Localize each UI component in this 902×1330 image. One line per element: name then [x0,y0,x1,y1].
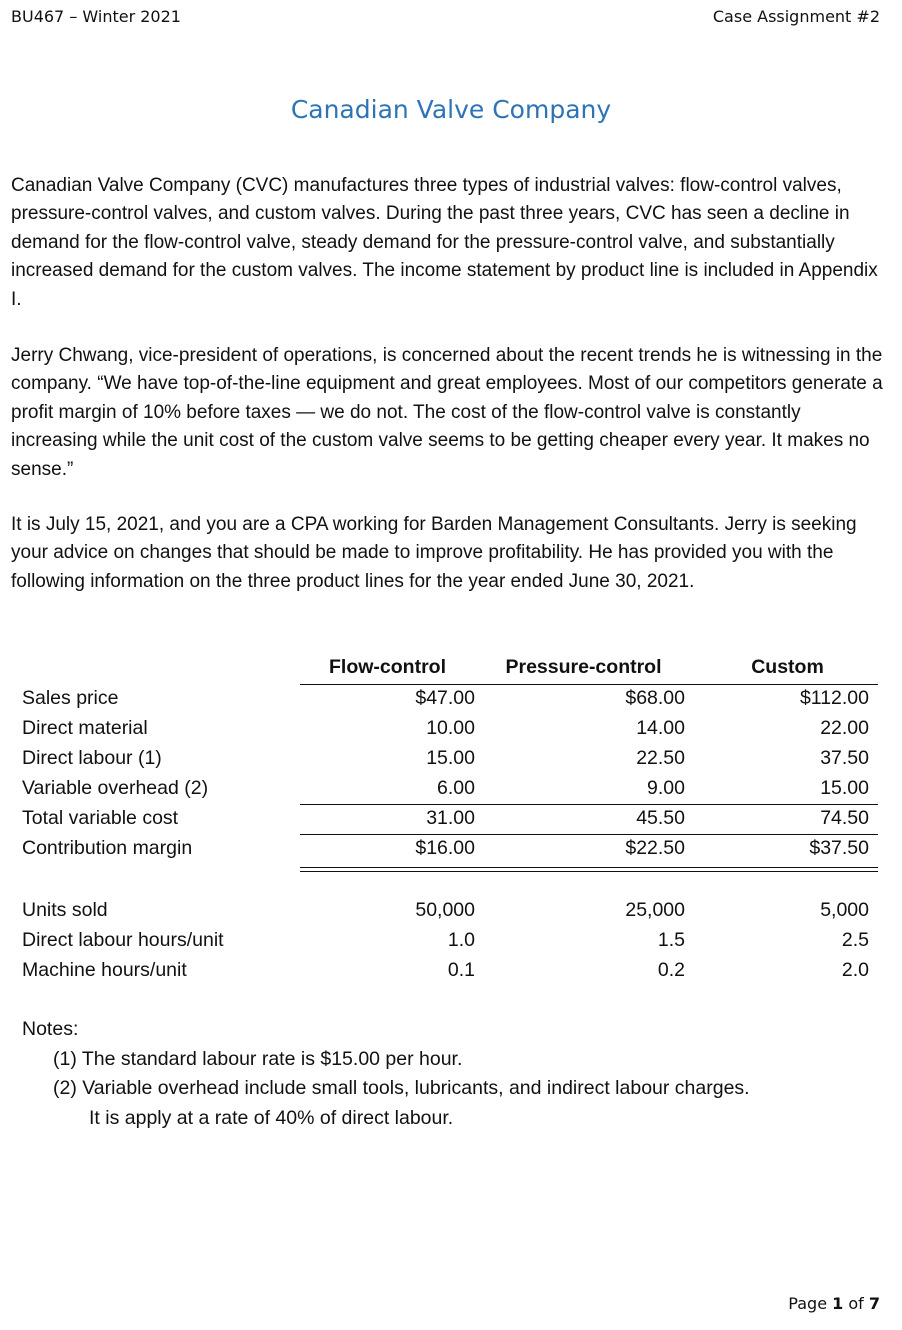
row-label: Machine hours/unit [22,959,187,981]
row-label: Total variable cost [22,807,179,829]
table-row [0,714,902,744]
note-2: (2) Variable overhead include small tools, lubricants, and indirect labour charges. [53,1077,750,1099]
cell-pressure-control: 25,000 [625,899,685,921]
paragraph-quote: Jerry Chwang, vice-president of operations, is concerned about the recent trends he is witnessing in the company. “We have top-of-the-line equipment and great employees. Most of our competitors generate a profit margin of 10% before taxes — we do not. The cost of the flow-control valve is constantly increasing while the unit cost of the custom valve seems to be getting cheaper every year. It makes no sense.” [11,345,883,480]
note-2-continued: It is apply at a rate of 40% of direct labour. [89,1106,454,1129]
note-1: (1) The standard labour rate is $15.00 per hour. [53,1047,463,1070]
table-row [0,774,902,804]
table-row [0,744,902,774]
notes-section [22,1015,750,1133]
document-title: Canadian Valve Company [290,95,612,124]
header-assignment: Case Assignment #2 [712,7,880,26]
column-header-flow-control: Flow-control [329,656,446,678]
table-row [0,804,902,834]
table-row [0,684,902,714]
cell-flow-control: 6.00 [437,777,475,799]
page-prefix: Page [788,1294,833,1313]
cell-custom: $37.50 [809,837,869,859]
row-label: Direct material [22,717,148,739]
row-label: Contribution margin [22,837,193,859]
cell-flow-control: 1.0 [447,929,475,951]
double-underline-bottom [300,871,878,872]
cell-flow-control: $16.00 [415,837,475,859]
cell-custom: 15.00 [820,777,869,799]
cell-flow-control: 10.00 [426,717,475,739]
table-row [0,956,902,986]
notes-heading: Notes: [22,1018,79,1040]
cell-pressure-control: 45.50 [636,807,685,829]
page-current: 1 [832,1294,844,1313]
cell-pressure-control: 14.00 [636,717,685,739]
cell-flow-control: 50,000 [415,899,475,921]
table-row [0,896,902,926]
column-header-custom: Custom [751,656,824,678]
row-label: Sales price [22,687,119,709]
cell-custom: 2.0 [841,959,869,981]
cell-flow-control: $47.00 [415,687,475,709]
header-course: BU467 – Winter 2021 [11,7,181,26]
cell-pressure-control: 22.50 [636,747,685,769]
column-header-pressure-control: Pressure-control [505,656,662,678]
cell-custom: $112.00 [799,687,869,709]
cell-pressure-control: $68.00 [625,687,685,709]
row-label: Direct labour (1) [22,747,162,769]
cell-pressure-control: 1.5 [657,929,685,951]
cell-pressure-control: $22.50 [625,837,685,859]
cell-flow-control: 0.1 [447,959,475,981]
page-middle: of [843,1294,869,1313]
cell-custom: 2.5 [841,929,869,951]
cell-flow-control: 15.00 [426,747,475,769]
cell-custom: 22.00 [820,717,869,739]
row-label: Variable overhead (2) [22,777,209,799]
cell-pressure-control: 9.00 [647,777,685,799]
paragraph-context: It is July 15, 2021, and you are a CPA working for Barden Management Consultants. Jerry is seeking your advice on changes that should be made to improve profitability. He has provided you with the following information on the three product lines for the year ended June 30, 2021. [11,514,857,592]
double-underline-top [300,867,878,868]
cell-custom: 37.50 [820,747,869,769]
cell-custom: 74.50 [820,807,869,829]
table-row [0,834,902,864]
row-label: Direct labour hours/unit [22,929,224,951]
page-total: 7 [868,1294,880,1313]
page-number [788,1294,880,1313]
cell-flow-control: 31.00 [426,807,475,829]
paragraph-intro: Canadian Valve Company (CVC) manufactures three types of industrial valves: flow-control valves, pressure-control valves, and custom valves. During the past three years, CVC has seen a decline in demand for the flow-control valve, steady demand for the pressure-control valve, and substantially increased demand for the custom valves. The income statement by product line is included in Appendix I. [11,175,878,310]
cell-pressure-control: 0.2 [657,959,685,981]
table-row [0,926,902,956]
row-label: Units sold [22,899,108,921]
cell-custom: 5,000 [820,899,869,921]
